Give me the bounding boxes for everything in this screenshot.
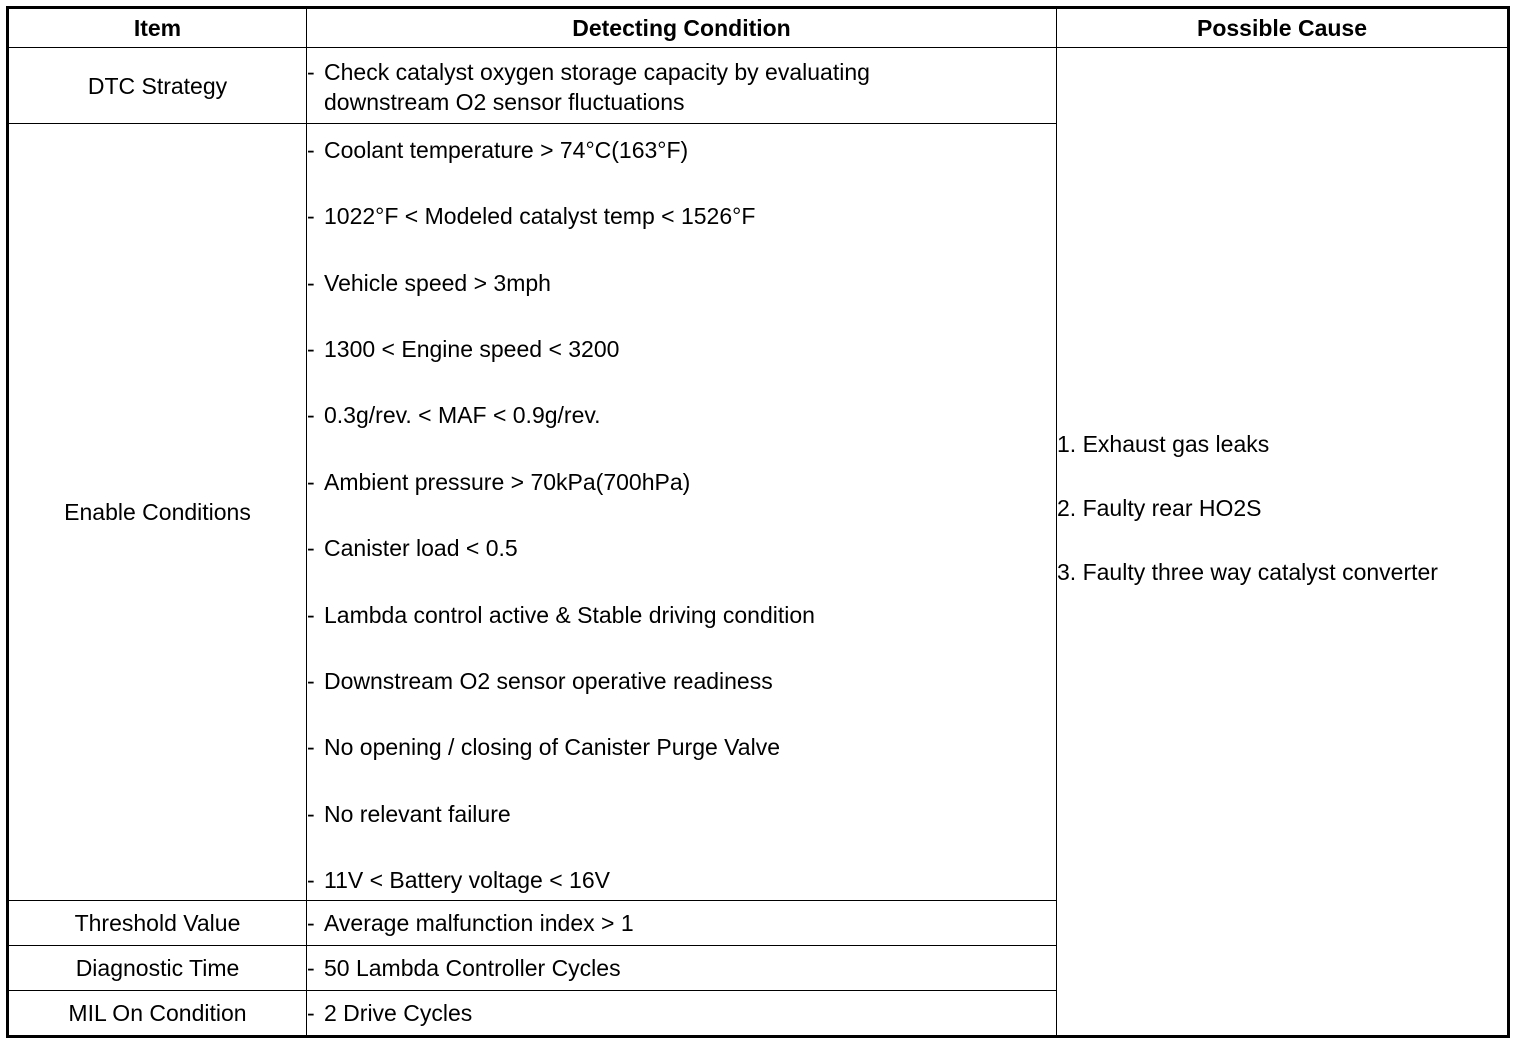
condition-text: 1022°F < Modeled catalyst temp < 1526°F [324, 203, 756, 230]
condition-text: Ambient pressure > 70kPa(700hPa) [324, 468, 691, 495]
condition-text: Vehicle speed > 3mph [324, 269, 551, 296]
condition-text: Downstream O2 sensor operative readiness [324, 667, 773, 694]
condition-line [307, 201, 1056, 231]
possible-cause-item: 2. Faulty rear HO2S [1057, 494, 1262, 521]
condition-line [307, 400, 1056, 430]
condition-line [307, 600, 1056, 630]
condition-line [307, 268, 1056, 298]
condition-line [307, 998, 1056, 1028]
condition-cell [307, 124, 1057, 901]
header-possible-cause: Possible Cause [1057, 8, 1509, 48]
bullet-dash: - [307, 269, 315, 296]
condition-text: No opening / closing of Canister Purge Valve [324, 734, 781, 761]
condition-text: 0.3g/rev. < MAF < 0.9g/rev. [324, 402, 601, 429]
condition-line [307, 865, 1056, 895]
condition-text: Coolant temperature > 74°C(163°F) [324, 137, 689, 163]
condition-line [307, 732, 1056, 762]
condition-line [307, 57, 1056, 117]
condition-line [307, 666, 1056, 696]
bullet-dash: - [307, 734, 315, 761]
condition-line [307, 467, 1056, 497]
dtc-table [6, 6, 1510, 1038]
bullet-dash: - [307, 910, 315, 936]
condition-line [307, 799, 1056, 829]
condition-text: Average malfunction index > 1 [324, 910, 634, 936]
bullet-dash: - [307, 137, 315, 163]
condition-line [307, 908, 1056, 938]
condition-text: Canister load < 0.5 [324, 535, 518, 562]
bullet-dash: - [307, 336, 315, 363]
condition-cell [307, 946, 1057, 991]
bullet-dash: - [307, 800, 315, 827]
condition-text: 2 Drive Cycles [324, 1000, 473, 1026]
condition-cell [307, 901, 1057, 946]
condition-text: No relevant failure [324, 800, 511, 827]
possible-cause-item: 3. Faulty three way catalyst converter [1057, 558, 1438, 585]
header-item: Item [8, 8, 307, 48]
enable-conditions-list [307, 129, 1056, 895]
bullet-dash: - [307, 955, 315, 981]
table-row [8, 48, 1509, 124]
condition-line [307, 135, 1056, 165]
condition-cell [307, 991, 1057, 1037]
item-cell: Threshold Value [8, 901, 307, 946]
item-cell: Enable Conditions [8, 124, 307, 901]
condition-line [307, 334, 1056, 364]
possible-cause-list [1057, 429, 1507, 587]
condition-cell [307, 48, 1057, 124]
condition-line [307, 953, 1056, 983]
bullet-dash: - [307, 468, 315, 495]
header-detecting-condition: Detecting Condition [307, 8, 1057, 48]
item-cell: DTC Strategy [8, 48, 307, 124]
bullet-dash: - [307, 535, 315, 562]
bullet-dash: - [307, 402, 315, 429]
possible-cause-item: 1. Exhaust gas leaks [1057, 430, 1270, 457]
condition-text: 1300 < Engine speed < 3200 [324, 336, 620, 363]
condition-text: Lambda control active & Stable driving condition [324, 601, 815, 628]
condition-line [307, 533, 1056, 563]
item-cell: Diagnostic Time [8, 946, 307, 991]
condition-text: Check catalyst oxygen storage capacity by evaluating downstream O2 sensor fluctuations [324, 58, 870, 115]
bullet-dash: - [307, 667, 315, 694]
possible-cause-cell [1057, 48, 1509, 1037]
bullet-dash: - [307, 1000, 315, 1026]
condition-text: 11V < Battery voltage < 16V [324, 866, 610, 893]
bullet-dash: - [307, 601, 315, 628]
bullet-dash: - [307, 866, 315, 893]
bullet-dash: - [307, 203, 315, 230]
bullet-dash: - [307, 58, 315, 85]
condition-text: 50 Lambda Controller Cycles [324, 955, 621, 981]
table-header-row [8, 8, 1509, 48]
item-cell: MIL On Condition [8, 991, 307, 1037]
